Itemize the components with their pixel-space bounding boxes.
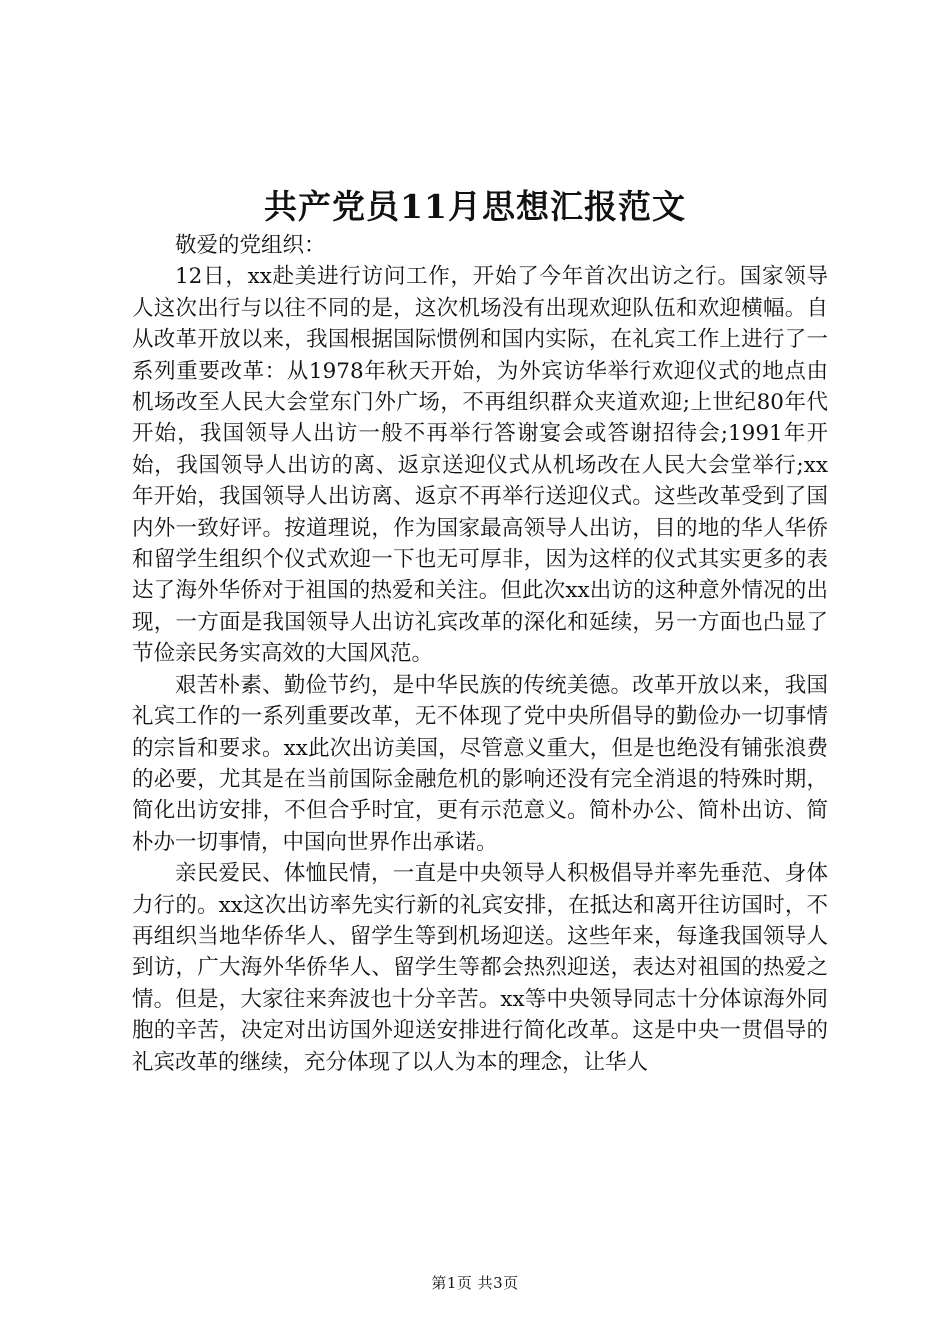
document-body (132, 230, 828, 1078)
document-title: 共产党员11月思想汇报范文 (264, 187, 686, 226)
salutation: 敬爱的党组织： (175, 233, 326, 258)
page-number-footer: 第1页 共3页 (431, 1274, 519, 1292)
paragraph-1: 12日，xx赴美进行访问工作，开始了今年首次出访之行。国家领导人这次出行与以往不同的是，这次机场没有出现欢迎队伍和欢迎横幅。自从改革开放以来，我国根据国际惯例和国内实际，在礼宾工作上进行了一系列重要改革：从1978年秋天开始，为外宾访华举行欢迎仪式的地点由机场改至人民大会堂东门外广场，不再组织群众夹道欢迎;上世纪80年代开始，我国领导人出访一般不再举行答谢宴会或答谢招待会;1991年开始，我国领导人出访的离、返京送迎仪式从机场改在人民大会堂举行;xx年开始，我国领导人出访离、返京不再举行送迎仪式。这些改革受到了国内外一致好评。按道理说，作为国家最高领导人出访，目的地的华人华侨和留学生组织个仪式欢迎一下也无可厚非，因为这样的仪式其实更多的表达了海外华侨对于祖国的热爱和关注。但此次xx出访的这种意外情况的出现，一方面是我国领导人出访礼宾改革的深化和延续，另一方面也凸显了节俭亲民务实高效的大国风范。 (132, 264, 828, 667)
paragraph-2: 艰苦朴素、勤俭节约，是中华民族的传统美德。改革开放以来，我国礼宾工作的一系列重要改革，无不体现了党中央所倡导的勤俭办一切事情的宗旨和要求。xx此次出访美国，尽管意义重大，但是也绝没有铺张浪费的必要，尤其是在当前国际金融危机的影响还没有完全消退的特殊时期，简化出访安排，不但合乎时宜，更有示范意义。简朴办公、简朴出访、简朴办一切事情，中国向世界作出承诺。 (132, 672, 828, 855)
paragraph-3: 亲民爱民、体恤民情，一直是中央领导人积极倡导并率先垂范、身体力行的。xx这次出访率先实行新的礼宾安排，在抵达和离开往访国时，不再组织当地华侨华人、留学生等到机场迎送。这些年来，每逢我国领导人到访，广大海外华侨华人、留学生等都会热烈迎送，表达对祖国的热爱之情。但是，大家往来奔波也十分辛苦。xx等中央领导同志十分体谅海外同胞的辛苦，决定对出访国外迎送安排进行简化改革。这是中央一贯倡导的礼宾改革的继续，充分体现了以人为本的理念，让华人 (132, 861, 828, 1075)
